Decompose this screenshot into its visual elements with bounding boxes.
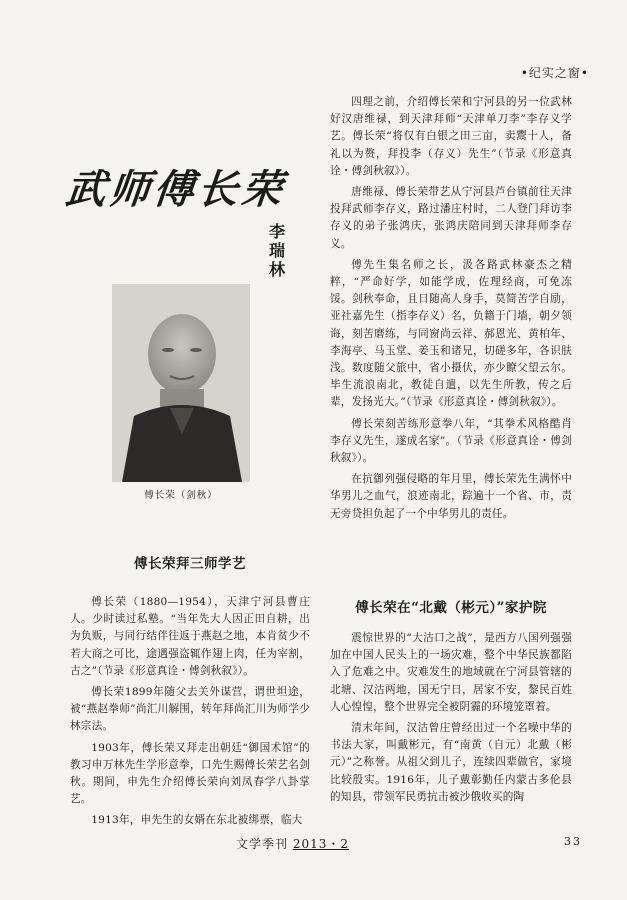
footer	[236, 835, 349, 852]
paragraph: 震惊世界的“大沽口之战”，是西方八国列强强加在中国人民头上的一场灾难，整个中华民族都陷入了危难之中。灾难发生的地域就在宁河县管辖的北塘、汉沽两地，国无宁日，居家不安，黎民百姓人心惶惶，整个世界完全被阴霾的环境笼罩着。	[330, 632, 572, 713]
section-header: •纪实之窗•	[520, 66, 589, 80]
paragraph: 傅长荣刻苦练形意拳八年，“其拳术风格酷肖李存义先生，遂成名家”。（节录《形意真诠・傅剑秋叙》）。	[330, 417, 572, 465]
paragraph: 在抗御列强侵略的年月里，傅长荣先生满怀中华男儿之血气，浪迹南北，踪遍十一个省、市，责无旁贷担负起了一个中华男儿的责任。	[330, 473, 572, 520]
paragraph: 傅先生集名师之长，汲各路武林豪杰之精粹，“严命好学，如能学成，佐理经商，可免冻馁。剑秋奉命，且日随高人身手，莫简苦学自励，亚社嘉先生（指李存义）名，负籍于门墙，朝夕领诲，刻苦磨练，与同窗尚云祥、郝恩光、黄柏年、李海亭、马玉堂、姜玉和诸兄，切磋多年，各识肤浅。数度随父旅中，省小摄伏，亦少瞭父望云尔。毕生流浪南北，教徒自遣，以先生所教，传之后辈，发扬光大。”（节录《形意真诠・傅剑秋叙》）。	[330, 258, 572, 409]
page-number: 33	[564, 835, 582, 848]
left-column	[70, 594, 310, 834]
paragraph: 1913年，申先生的女婿在东北被绑票，临大	[91, 814, 303, 827]
paragraph: 傅长荣1899年随父去关外谋营，谓世坦途，被“燕赵拳师”尚汇川解围，转年拜尚汇川为师学少林宗法。	[70, 686, 310, 733]
right-column-bottom	[330, 630, 572, 810]
issue-number: 2013・2	[292, 837, 350, 851]
right-column-top	[330, 94, 572, 527]
portrait-photo	[112, 284, 250, 482]
section-title: 傅长荣在“北戴（彬元）”家护院	[355, 600, 547, 616]
author-name: 李瑞林	[268, 222, 285, 279]
paragraph: 四理之前，介绍傅长荣和宁河县的另一位武林好汉唐维禄，到天津拜师“天津单刀李”李存义学艺。傅长荣“将仅有白银之田三亩，卖鬻十人，备礼以为赘，拜投李（存义）先生”（节录《形意真诠・傅剑秋叙》）。	[330, 96, 572, 177]
paragraph: 1903年，傅长荣又拜走出朝廷“御国术馆”的教习申万林先生学形意拳，口先生赐傅长荣艺名剑秋。期间，申先生介绍傅长荣向刘凤春学八卦掌艺。	[70, 741, 310, 806]
paragraph: 清末年间，汉沽曾庄曾经出过一个名噪中华的书法大家，叫戴彬元，有“南黄（自元）北戴（彬元）”之称誉。从祖父到儿子，连续四辈做官，家境比较殷实。1916年，儿子戴彰勤任内蒙古多伦县的知县，带领军民勇抗击被沙俄收买的陶	[330, 722, 572, 803]
paragraph: 唐维禄、傅长荣带艺从宁河县芦台镇前往天津投拜武师李存义，路过潘庄村时，二人登门拜访李存义的弟子张鸿庆，张鸿庆陪同到天津拜师李存义。	[330, 186, 572, 250]
journal-name: 文学季刊	[236, 837, 289, 851]
photo-caption: 傅长荣（剑秋）	[144, 490, 218, 501]
article-title: 武师傅长荣	[63, 166, 289, 213]
paragraph: 傅长荣（1880—1954），天津宁河县曹庄人。少时读过私塾。“当年先大人因正田自耕，出为负贩，与同行结伴往返于燕赵之地，本肯贫少不若大商之可比，途遇强盗辄作翅上肉，任为宰割，古之”（节录《形意真诠・傅剑秋叙》）。	[70, 596, 310, 677]
section-title: 傅长荣拜三师学艺	[134, 556, 246, 572]
